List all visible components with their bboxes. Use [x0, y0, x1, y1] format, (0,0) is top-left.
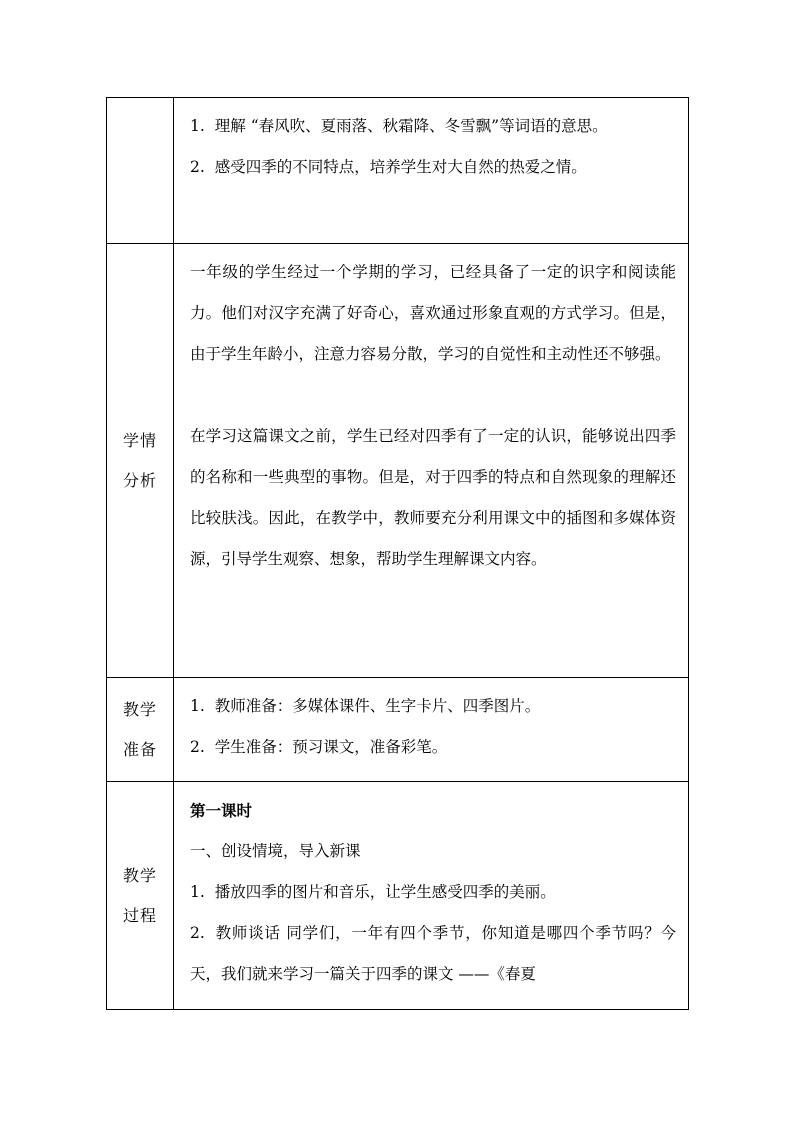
- objective-item: 2. 感受四季的不同特点，培养学生对大自然的热爱之情。: [190, 158, 587, 176]
- process-content-cell: [174, 782, 689, 1010]
- objectives-label-cell: [107, 98, 174, 244]
- process-label-line1: 教学: [122, 865, 157, 885]
- section-title: 一、创设情境，导入新课: [190, 842, 361, 860]
- preparation-row: [107, 678, 689, 782]
- paragraph-spacer: [190, 375, 676, 416]
- process-label-cell: [107, 782, 174, 1010]
- analysis-label-line1: 学情: [122, 430, 157, 450]
- process-item: 1. 播放四季的图片和音乐，让学生感受四季的美丽。: [190, 883, 556, 901]
- preparation-label-cell: [107, 678, 174, 782]
- analysis-row: [107, 244, 689, 678]
- analysis-paragraph-2: 在学习这篇课文之前，学生已经对四季有了一定的认识，能够说出四季的名称和一些典型的事物。但是，对于四季的特点和自然现象的理解还比较肤浅。因此，在教学中，教师要充分利用课文中的插图和多媒体资源，引导学生观察、想象，帮助学生理解课文内容。: [190, 427, 676, 568]
- preparation-item: 1. 教师准备：多媒体课件、生字卡片、四季图片。: [190, 697, 541, 715]
- objectives-row: [107, 98, 689, 244]
- process-row: [107, 782, 689, 1010]
- analysis-paragraph-1: 一年级的学生经过一个学期的学习，已经具备了一定的识字和阅读能力。他们对汉字充满了好奇心，喜欢通过形象直观的方式学习。但是，由于学生年龄小，注意力容易分散，学习的自觉性和主动性还不够强。: [190, 263, 676, 363]
- analysis-label-line2: 分析: [122, 470, 157, 490]
- analysis-label-cell: [107, 244, 174, 678]
- preparation-label-line2: 准备: [122, 739, 157, 759]
- objective-item: 1. 理解 “春风吹、夏雨落、秋霜降、冬雪飘”等词语的意思。: [190, 117, 608, 135]
- preparation-content-cell: [174, 678, 689, 782]
- preparation-item: 2. 学生准备：预习课文，准备彩笔。: [190, 738, 448, 756]
- analysis-content-cell: [174, 244, 689, 678]
- preparation-label-line1: 教学: [122, 699, 157, 719]
- process-label-line2: 过程: [122, 905, 157, 925]
- lesson-title: 第一课时: [190, 801, 253, 820]
- objectives-content-cell: [174, 98, 689, 244]
- lesson-plan-table: [106, 97, 689, 1010]
- process-item: 2. 教师谈话 同学们，一年有四个季节，你知道是哪四个季节吗？今天，我们就来学习一篇关于四季的课文 ——《春夏: [190, 924, 676, 983]
